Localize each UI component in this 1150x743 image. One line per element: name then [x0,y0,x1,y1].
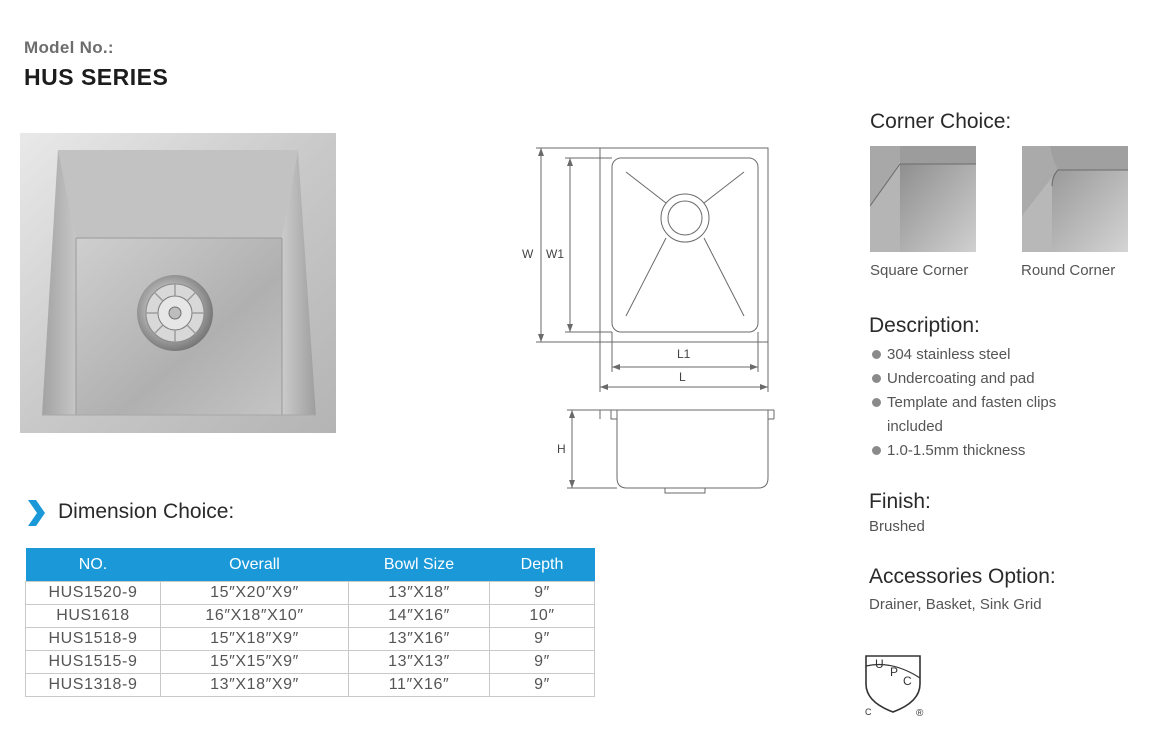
list-item: Template and fasten clips included [871,391,1062,439]
cell-bowl-size: 14″X16″ [349,605,490,628]
cell-model-no: HUS1618 [26,605,161,628]
table-row [26,651,595,674]
cell-depth: 9″ [490,651,595,674]
table-row [26,628,595,651]
dimension-drawing [510,140,800,500]
square-corner-image [870,146,976,252]
description-list [871,343,1111,463]
upc-letter-u: U [875,657,884,671]
cell-depth: 9″ [490,582,595,605]
cell-overall: 15″X15″X9″ [161,651,349,674]
upc-letter-p: P [890,665,899,679]
label-l1: L1 [677,347,691,361]
table-row [26,605,595,628]
accessories-title: Accessories Option: [869,565,1056,588]
model-number-label: Model No.: [24,38,114,57]
table-row [26,674,595,697]
cell-overall: 13″X18″X9″ [161,674,349,697]
upc-registered-mark: ® [916,708,924,718]
finish-value: Brushed [869,518,925,535]
column-header-depth: Depth [490,548,595,582]
model-series-title: HUS SERIES [24,64,169,90]
corner-choice-title: Corner Choice: [870,110,1012,133]
label-w: W [522,247,534,261]
round-corner-image [1022,146,1128,252]
sink-photo [20,133,336,433]
label-w1: W1 [546,247,564,261]
cell-overall: 15″X18″X9″ [161,628,349,651]
cell-depth: 10″ [490,605,595,628]
cell-model-no: HUS1515-9 [26,651,161,674]
accessories-value: Drainer, Basket, Sink Grid [869,596,1042,613]
cell-depth: 9″ [490,674,595,697]
upc-letter-c: C [903,674,912,688]
square-corner-caption: Square Corner [870,262,969,279]
column-header-overall: Overall [161,548,349,582]
upc-certification-logo [862,646,934,718]
cell-bowl-size: 13″X16″ [349,628,490,651]
column-header-bowl-size: Bowl Size [349,548,490,582]
cell-bowl-size: 11″X16″ [349,674,490,697]
cell-model-no: HUS1520-9 [26,582,161,605]
table-header-row [26,548,595,582]
list-item: Undercoating and pad [871,367,1111,391]
finish-title: Finish: [869,490,931,513]
chevron-right-icon [26,498,46,528]
dimension-table [25,548,595,697]
column-header-no: NO. [26,548,161,582]
label-l: L [679,370,686,384]
label-h: H [557,442,566,456]
dimension-choice-title: Dimension Choice: [58,500,235,523]
cell-model-no: HUS1518-9 [26,628,161,651]
upc-c-mark: C [865,707,872,717]
cell-model-no: HUS1318-9 [26,674,161,697]
description-title: Description: [869,314,980,337]
list-item: 1.0-1.5mm thickness [871,439,1111,463]
table-row [26,582,595,605]
cell-bowl-size: 13″X13″ [349,651,490,674]
cell-bowl-size: 13″X18″ [349,582,490,605]
cell-depth: 9″ [490,628,595,651]
cell-overall: 15″X20″X9″ [161,582,349,605]
list-item: 304 stainless steel [871,343,1111,367]
round-corner-caption: Round Corner [1021,262,1116,279]
cell-overall: 16″X18″X10″ [161,605,349,628]
